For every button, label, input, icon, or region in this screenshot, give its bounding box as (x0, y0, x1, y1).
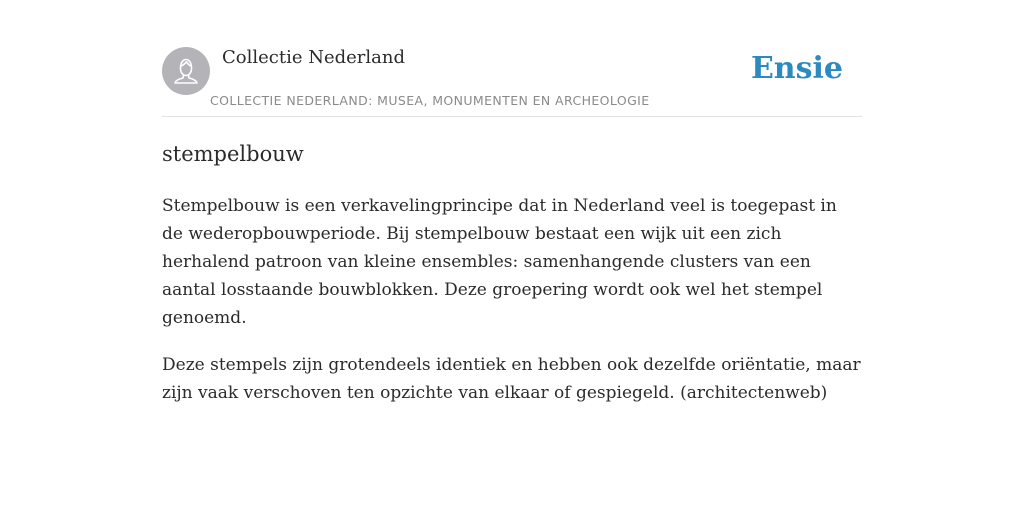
user-silhouette-icon (162, 47, 210, 95)
author-subtitle-link[interactable]: COLLECTIE NEDERLAND: MUSEA, MONUMENTEN EN ARCHEOLOGIE (210, 93, 650, 108)
article (162, 138, 862, 407)
article-body (162, 192, 862, 407)
article-paragraph: Stempelbouw is een verkavelingprincipe dat in Nederland veel is toegepast in de wederopbouwperiode. Bij stempelbouw bestaat een wijk uit een zich herhalend patroon van kleine ensembles: samenhangende clusters van een aantal losstaande bouwblokken. Deze groepering wordt ook wel het stempel genoemd. (162, 196, 837, 328)
author-name-link[interactable]: Collectie Nederland (222, 47, 406, 68)
article-title: stempelbouw (162, 142, 304, 166)
author-avatar[interactable] (162, 47, 210, 95)
article-paragraph: Deze stempels zijn grotendeels identiek en hebben ook dezelfde oriëntatie, maar zijn vaak verschoven ten opzichte van elkaar of gespiegeld. (architectenweb) (162, 355, 861, 403)
page-header (162, 0, 862, 117)
ensie-logo-link[interactable]: Ensie (750, 51, 843, 86)
